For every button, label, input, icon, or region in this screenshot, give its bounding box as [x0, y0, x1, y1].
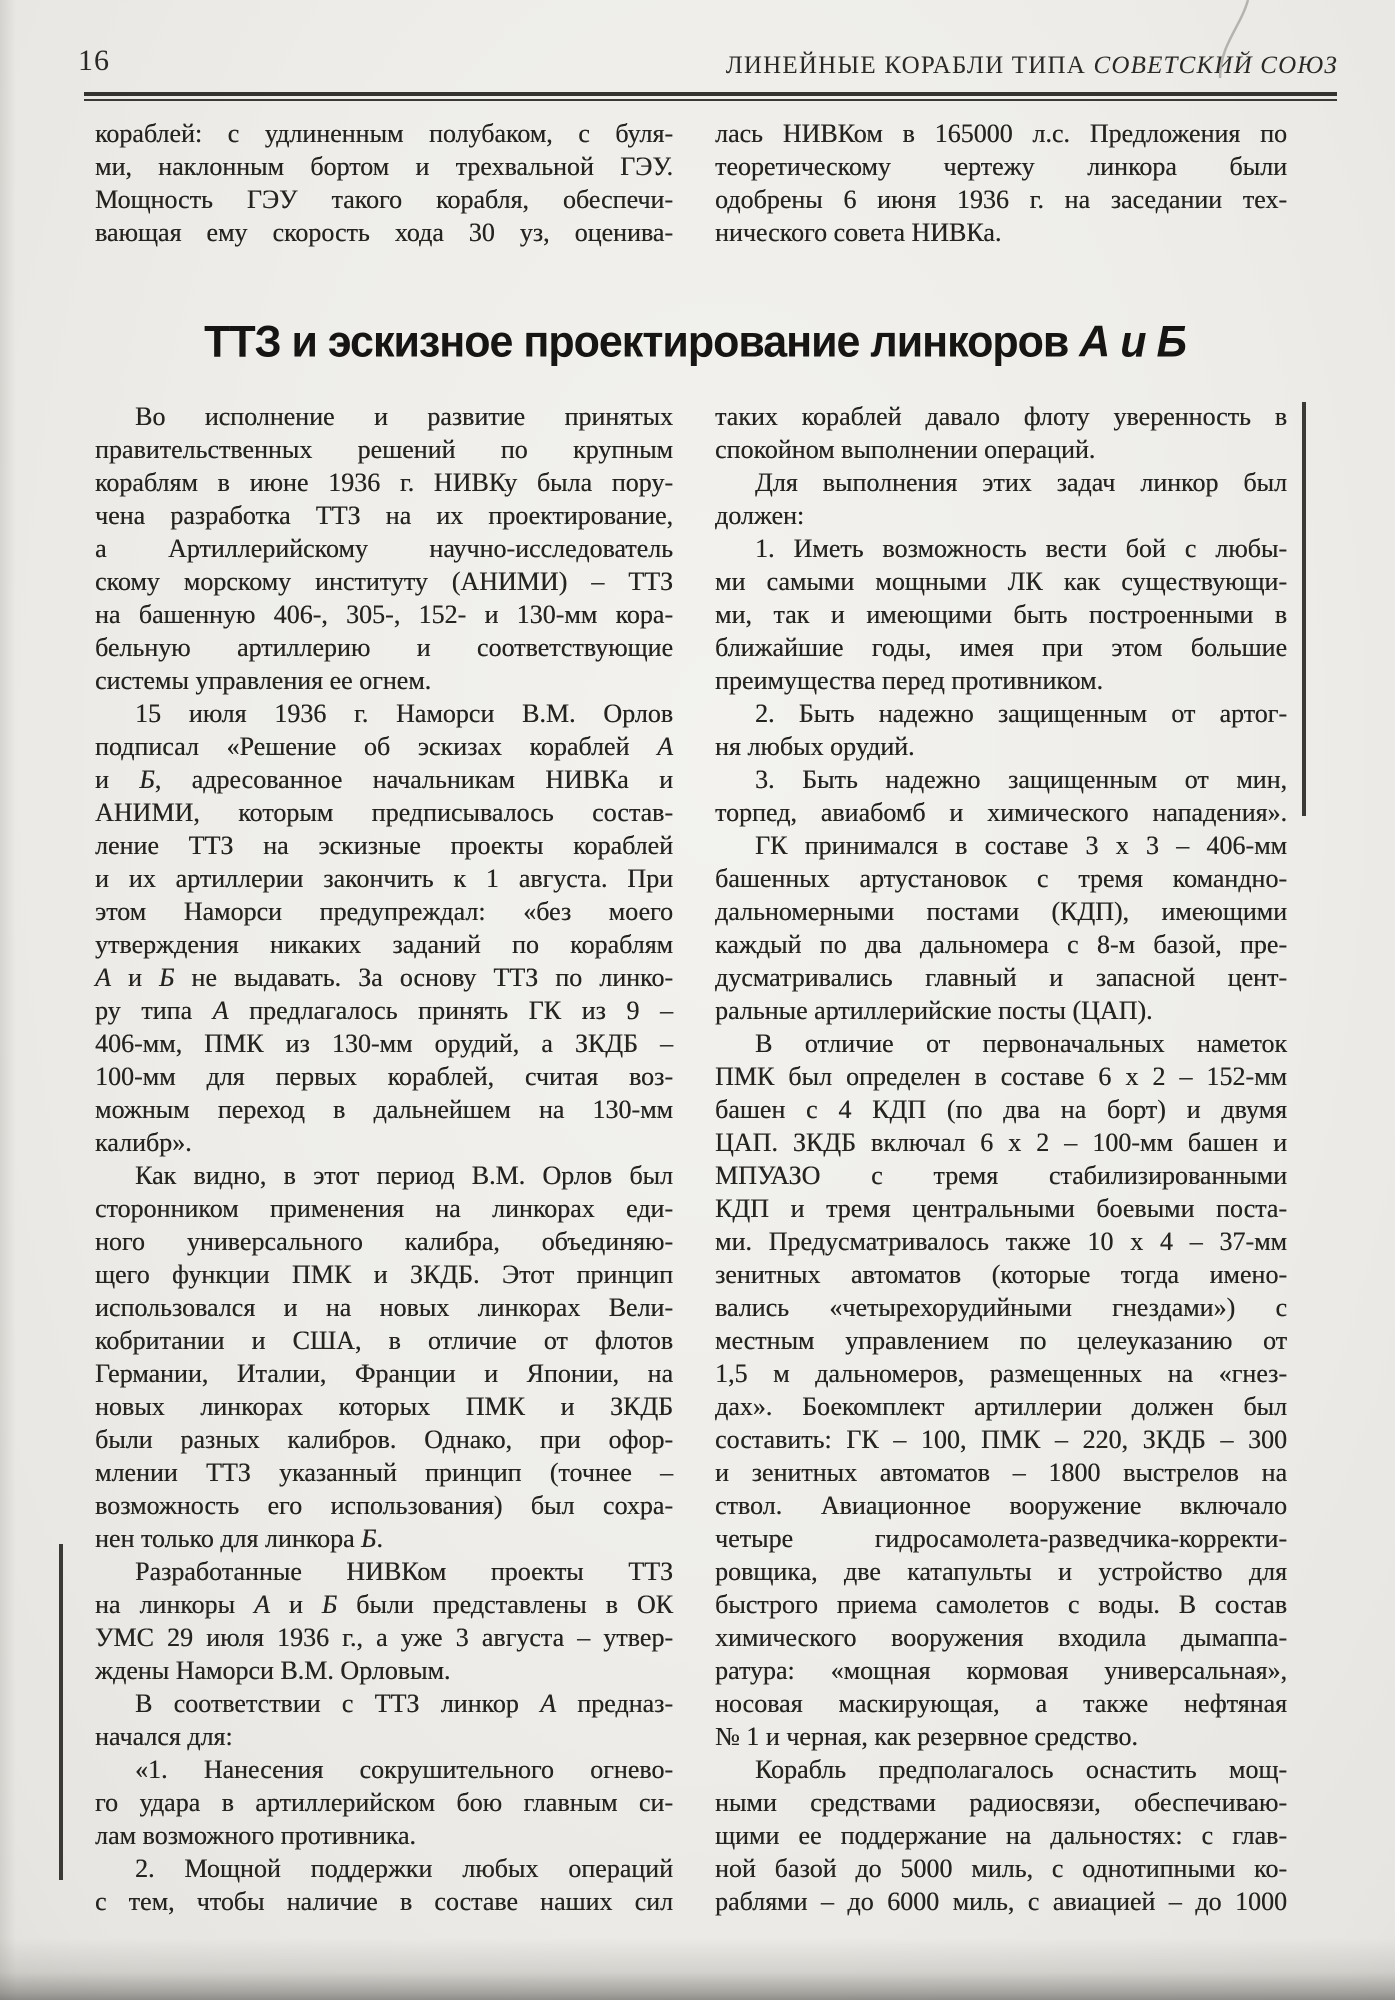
italic-ship-designation: А [540, 1689, 556, 1718]
text-line: теоретическому чертежу линкора были [715, 152, 1287, 181]
text-line: были разных калибров. Однако, при офор- [95, 1425, 673, 1454]
text-line: сторонником применения на линкорах еди- [95, 1194, 673, 1223]
text-line: 2. Быть надежно защищенным от артог- [755, 699, 1287, 728]
text-line: ной базой до 5000 миль, с однотипными ко- [715, 1854, 1287, 1883]
text-line: скому морскому институту (АНИМИ) – ТТЗ [95, 567, 673, 596]
text-line: ждены Наморси В.М. Орловым. [95, 1656, 451, 1685]
text-line: нен только для линкора Б. [95, 1524, 383, 1553]
text-line: таких кораблей давало флоту уверенность в [715, 402, 1287, 431]
text-line: нического совета НИВКа. [715, 218, 1002, 247]
running-head [726, 52, 1338, 80]
text-line: ЦАП. ЗКДБ включал 6 х 2 – 100-мм башен и [715, 1128, 1287, 1157]
text-line: и Б, адресованное начальникам НИВКа и [95, 765, 674, 794]
body-column-left [95, 400, 673, 1918]
text-line: кобритании и США, в отличие от флотов [95, 1326, 673, 1355]
text-line: 1,5 м дальномеров, размещенных на «гнез- [715, 1359, 1287, 1388]
text-line: должен: [715, 501, 805, 530]
text-line: возможность его использования) был сохра- [95, 1491, 673, 1520]
text-line: В соответствии с ТТЗ линкор А предназ- [135, 1689, 673, 1718]
text-line: лась НИВКом в 165000 л.с. Предложения по [715, 119, 1287, 148]
text-line: ми, так и имеющими быть построенными в [715, 600, 1287, 629]
text-line: одобрены 6 июня 1936 г. на заседании тех- [715, 185, 1287, 214]
italic-ship-designation: Б [139, 765, 155, 794]
text-line: ного универсального калибра, объединяю- [95, 1227, 673, 1256]
italic-ship-designation: А [212, 996, 229, 1025]
page-left-scan-shade [0, 0, 16, 2000]
text-line: с тем, чтобы наличие в составе наших сил [95, 1887, 673, 1916]
page-number: 16 [78, 44, 110, 77]
italic-ship-designation: Б [361, 1524, 377, 1553]
text-line: носовая маскирующая, а также нефтяная [715, 1689, 1287, 1718]
text-line: этом Наморси предупреждал: «без моего [95, 897, 673, 926]
running-head-italic: СОВЕТСКИЙ СОЮЗ [1093, 52, 1338, 79]
text-line: 1. Иметь возможность вести бой с любы- [755, 534, 1287, 563]
text-line: ровщика, две катапульты и устройство для [715, 1557, 1287, 1586]
text-line: спокойном выполнении операций. [715, 435, 1096, 464]
text-line: № 1 и черная, как резервное средство. [715, 1722, 1138, 1751]
page-bottom-scan-shadow [0, 1938, 1395, 2000]
text-line: ПМК был определен в составе 6 х 2 – 152-мм [715, 1062, 1287, 1091]
text-line: В отличие от первоначальных наметок [755, 1029, 1287, 1058]
text-line: лам возможного противника. [95, 1821, 416, 1850]
running-head-regular: ЛИНЕЙНЫЕ КОРАБЛИ ТИПА [725, 52, 1094, 79]
text-line: Корабль предполагалось оснастить мощ- [755, 1755, 1287, 1784]
text-line: а Артиллерийскому научно-исследователь [95, 534, 673, 563]
text-line: преимущества перед противником. [715, 666, 1104, 695]
text-line: утверждения никаких заданий по кораблям [95, 930, 673, 959]
intro-column-left [95, 117, 673, 249]
text-line: 2. Мощной поддержки любых операций [135, 1854, 673, 1883]
section-heading [90, 315, 1300, 369]
italic-ship-designation: А [657, 732, 673, 761]
header-rule-thin-line [84, 99, 1337, 101]
text-line: дах». Боекомплект артиллерии должен был [715, 1392, 1287, 1421]
intro-column-right [715, 117, 1287, 249]
text-line: правительственных решений по крупным [95, 435, 673, 464]
text-line: «1. Нанесения сокрушительного огнево- [135, 1755, 673, 1784]
text-line: Германии, Италии, Франции и Японии, на [95, 1359, 673, 1388]
text-line: ление ТТЗ на эскизные проекты кораблей [95, 831, 673, 860]
section-heading-regular: ТТЗ и эскизное проектирование линкоров [204, 317, 1080, 367]
text-line: дусматривались главный и запасной цент- [715, 963, 1287, 992]
text-line: АНИМИ, которым предписывалось состав- [95, 798, 673, 827]
text-line: ми, наклонным бортом и трехвальной ГЭУ. [95, 152, 673, 181]
text-line: начался для: [95, 1722, 233, 1751]
text-line: щими ее поддержание на дальностях: с глав- [715, 1821, 1287, 1850]
text-line: четыре гидросамолета-разведчика-корректи- [715, 1524, 1287, 1553]
text-line: ральные артиллерийские посты (ЦАП). [715, 996, 1153, 1025]
section-heading-italic: А и Б [1079, 317, 1186, 367]
text-line: УМС 29 июля 1936 г., а уже 3 августа – утвер- [95, 1623, 673, 1652]
text-line: Разработанные НИВКом проекты ТТЗ [135, 1557, 673, 1586]
text-line: дальномерными постами (КДП), имеющими [715, 897, 1287, 926]
text-line: кораблям в июне 1936 г. НИВКу была пору- [95, 468, 673, 497]
text-line: ствол. Авиационное вооружение включало [715, 1491, 1287, 1520]
text-line: торпед, авиабомб и химического нападения». [715, 798, 1287, 827]
text-line: раблями – до 6000 миль, с авиацией – до 1000 [715, 1887, 1287, 1916]
text-line: ными средствами радиосвязи, обеспечиваю- [715, 1788, 1287, 1817]
text-line: Мощность ГЭУ такого корабля, обеспечи- [95, 185, 673, 214]
text-line: местным управлением по целеуказанию от [715, 1326, 1287, 1355]
text-line: ГК принимался в составе 3 х 3 – 406-мм [755, 831, 1287, 860]
margin-quote-bar-left [59, 1544, 63, 1880]
text-line: го удара в артиллерийском бою главным си- [95, 1788, 673, 1817]
text-line: и их артиллерии закончить к 1 августа. При [95, 864, 673, 893]
text-line: щего функции ПМК и ЗКДБ. Этот принцип [95, 1260, 673, 1289]
italic-ship-designation: А [95, 963, 111, 992]
text-line: вающая ему скорость хода 30 уз, оценива- [95, 218, 673, 247]
italic-ship-designation: Б [321, 1590, 338, 1619]
text-line: новых линкорах которых ПМК и ЗКДБ [95, 1392, 673, 1421]
text-line: Для выполнения этих задач линкор был [755, 468, 1287, 497]
text-line: Во исполнение и развитие принятых [135, 402, 673, 431]
italic-ship-designation: А [254, 1590, 270, 1619]
text-line: использовался и на новых линкорах Вели- [95, 1293, 673, 1322]
text-line: системы управления ее огнем. [95, 666, 432, 695]
text-line: каждый по два дальномера с 8-м базой, пре- [715, 930, 1287, 959]
text-line: быстрого приема самолетов с воды. В состав [715, 1590, 1287, 1619]
text-line: МПУАЗО с тремя стабилизированными [715, 1161, 1287, 1190]
body-column-right [715, 400, 1287, 1918]
text-line: подписал «Решение об эскизах кораблей А [95, 732, 673, 761]
text-line: можным переход в дальнейшем на 130-мм [95, 1095, 673, 1124]
text-line: ру типа А предлагалось принять ГК из 9 – [95, 996, 673, 1025]
text-line: бельную артиллерию и соответствующие [95, 633, 673, 662]
text-line: ратура: «мощная кормовая универсальная», [715, 1656, 1287, 1685]
text-line: башен с 4 КДП (по два на борт) и двумя [715, 1095, 1287, 1124]
text-line: зенитных автоматов (которые тогда имено- [715, 1260, 1287, 1289]
text-line: ня любых орудий. [715, 732, 915, 761]
text-line: калибр». [95, 1128, 192, 1157]
scan-scratch-artifact [1190, 0, 1280, 100]
text-line: и зенитных автоматов – 1800 выстрелов на [715, 1458, 1287, 1487]
text-line: 15 июля 1936 г. Наморси В.М. Орлов [135, 699, 673, 728]
text-line: ближайшие годы, имея при этом большие [715, 633, 1287, 662]
text-line: 3. Быть надежно защищенным от мин, [755, 765, 1287, 794]
text-line: ми самыми мощными ЛК как существующи- [715, 567, 1287, 596]
text-line: кораблей: с удлиненным полубаком, с буля- [95, 119, 673, 148]
text-line: составить: ГК – 100, ПМК – 220, ЗКДБ – 300 [715, 1425, 1287, 1454]
text-line: ми. Предусматривалось также 10 х 4 – 37-мм [715, 1227, 1287, 1256]
text-line: чена разработка ТТЗ на их проектирование, [95, 501, 673, 530]
text-line: на линкоры А и Б были представлены в ОК [95, 1590, 673, 1619]
header-double-rule [84, 92, 1337, 101]
text-line: химического вооружения входила дымаппа- [715, 1623, 1287, 1652]
text-line: КДП и тремя центральными боевыми поста- [715, 1194, 1287, 1223]
italic-ship-designation: Б [159, 963, 175, 992]
text-line: вались «четырехорудийными гнездами») с [715, 1293, 1287, 1322]
text-line: млении ТТЗ указанный принцип (точнее – [95, 1458, 673, 1487]
text-line: 100-мм для первых кораблей, считая воз- [95, 1062, 673, 1091]
text-line: башенных артустановок с тремя командно- [715, 864, 1287, 893]
text-line: на башенную 406-, 305-, 152- и 130-мм кора- [95, 600, 673, 629]
text-line: 406-мм, ПМК из 130-мм орудий, а ЗКДБ – [95, 1029, 673, 1058]
margin-quote-bar-right [1302, 402, 1306, 816]
text-line: Как видно, в этот период В.М. Орлов был [135, 1161, 673, 1190]
text-line: А и Б не выдавать. За основу ТТЗ по линко- [95, 963, 673, 992]
